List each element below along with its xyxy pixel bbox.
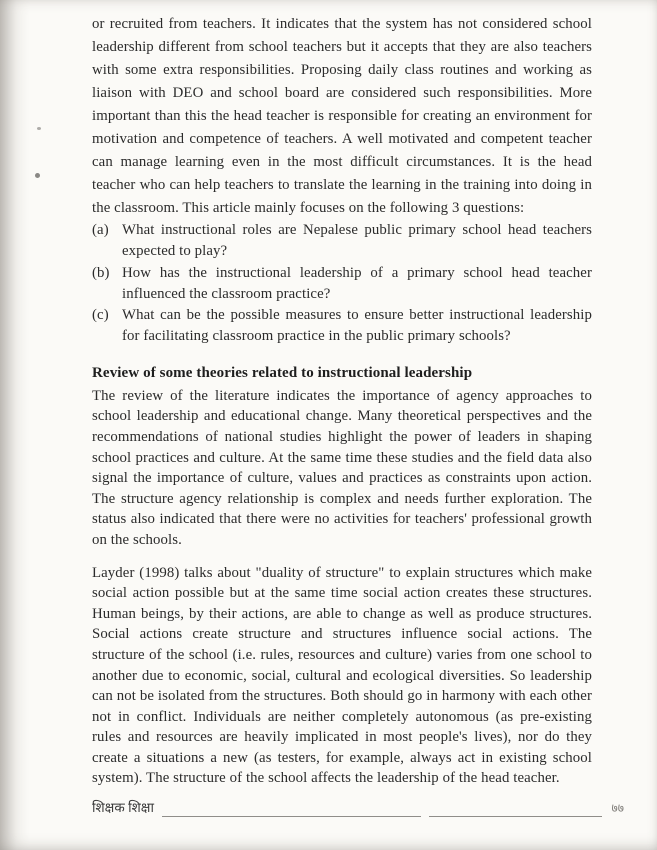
footer-rule: [429, 802, 602, 817]
scan-edge-shading: [0, 0, 30, 850]
research-question-c: [92, 305, 592, 348]
question-text: What instructional roles are Nepalese public primary school head teachers expected to play?: [122, 222, 592, 260]
footer-rule: [162, 802, 421, 817]
question-text: How has the instructional leadership of a primary school head teacher influenced the classroom practice?: [122, 264, 592, 302]
page-footer: [92, 799, 624, 817]
article-body: [92, 13, 592, 789]
scan-speck: [35, 173, 40, 178]
page-number: ७७: [611, 801, 624, 815]
paragraph-review: The review of the literature indicates the importance of agency approaches to school leadership and educational change. Many theoretical perspectives and the recommendations of national studies highlight the power of leaders in shaping school practices and culture. At the same time these studies and the field data also signal the importance of culture, values and practices as constraints upon action. The structure agency relationship is complex and needs further exploration. The status also indicated that there were no activities for teachers' professional growth on the schools.: [92, 387, 592, 548]
paragraph-intro: or recruited from teachers. It indicates that the system has not considered school leadership different from school teachers but it accepts that they are also teachers with some extra responsibilities. Proposing daily class routines and working as liaison with DEO and school board are considered such responsibilities. More important than this the head teacher is responsible for creating an environment for motivation and competence of teachers. A well motivated and competent teacher can manage learning even in the most difficult circumstances. It is the head teacher who can help teachers to translate the learning in the training into doing in the classroom. This article mainly focuses on the following 3 questions:: [92, 16, 592, 216]
research-question-b: [92, 263, 592, 306]
scan-speck: [37, 127, 41, 130]
research-question-a: [92, 220, 592, 263]
question-label: (b): [92, 264, 110, 281]
question-label: (a): [92, 222, 109, 238]
journal-title: शिक्षक शिक्षा: [92, 800, 154, 815]
paragraph-layder: Layder (1998) talks about "duality of structure" to explain structures which make social action possible but at the same time social action creates these structures. Human beings, by their actions, are able to change as well as produce structures. Social actions create structure and structures influence social actions. The structure of the school (i.e. rules, resources and culture) varies from one school to another due to economic, social, cultural and ecological diversities. So leadership can not be isolated from the structures. Both should go in harmony with each other not in conflict. Individuals are neither completely autonomous (as pre-existing rules and resources are heavily implicated in most people's lives), nor do they create a situations a new (as testers, for example, always act in existing school system). The structure of the school affects the leadership of the head teacher.: [92, 564, 592, 787]
section-heading: Review of some theories related to instructional leadership: [92, 364, 473, 381]
research-question-list: [92, 220, 592, 348]
question-text: What can be the possible measures to ensure better instructional leadership for facilitating classroom practice in the public primary schools?: [122, 307, 592, 345]
question-label: (c): [92, 307, 109, 324]
